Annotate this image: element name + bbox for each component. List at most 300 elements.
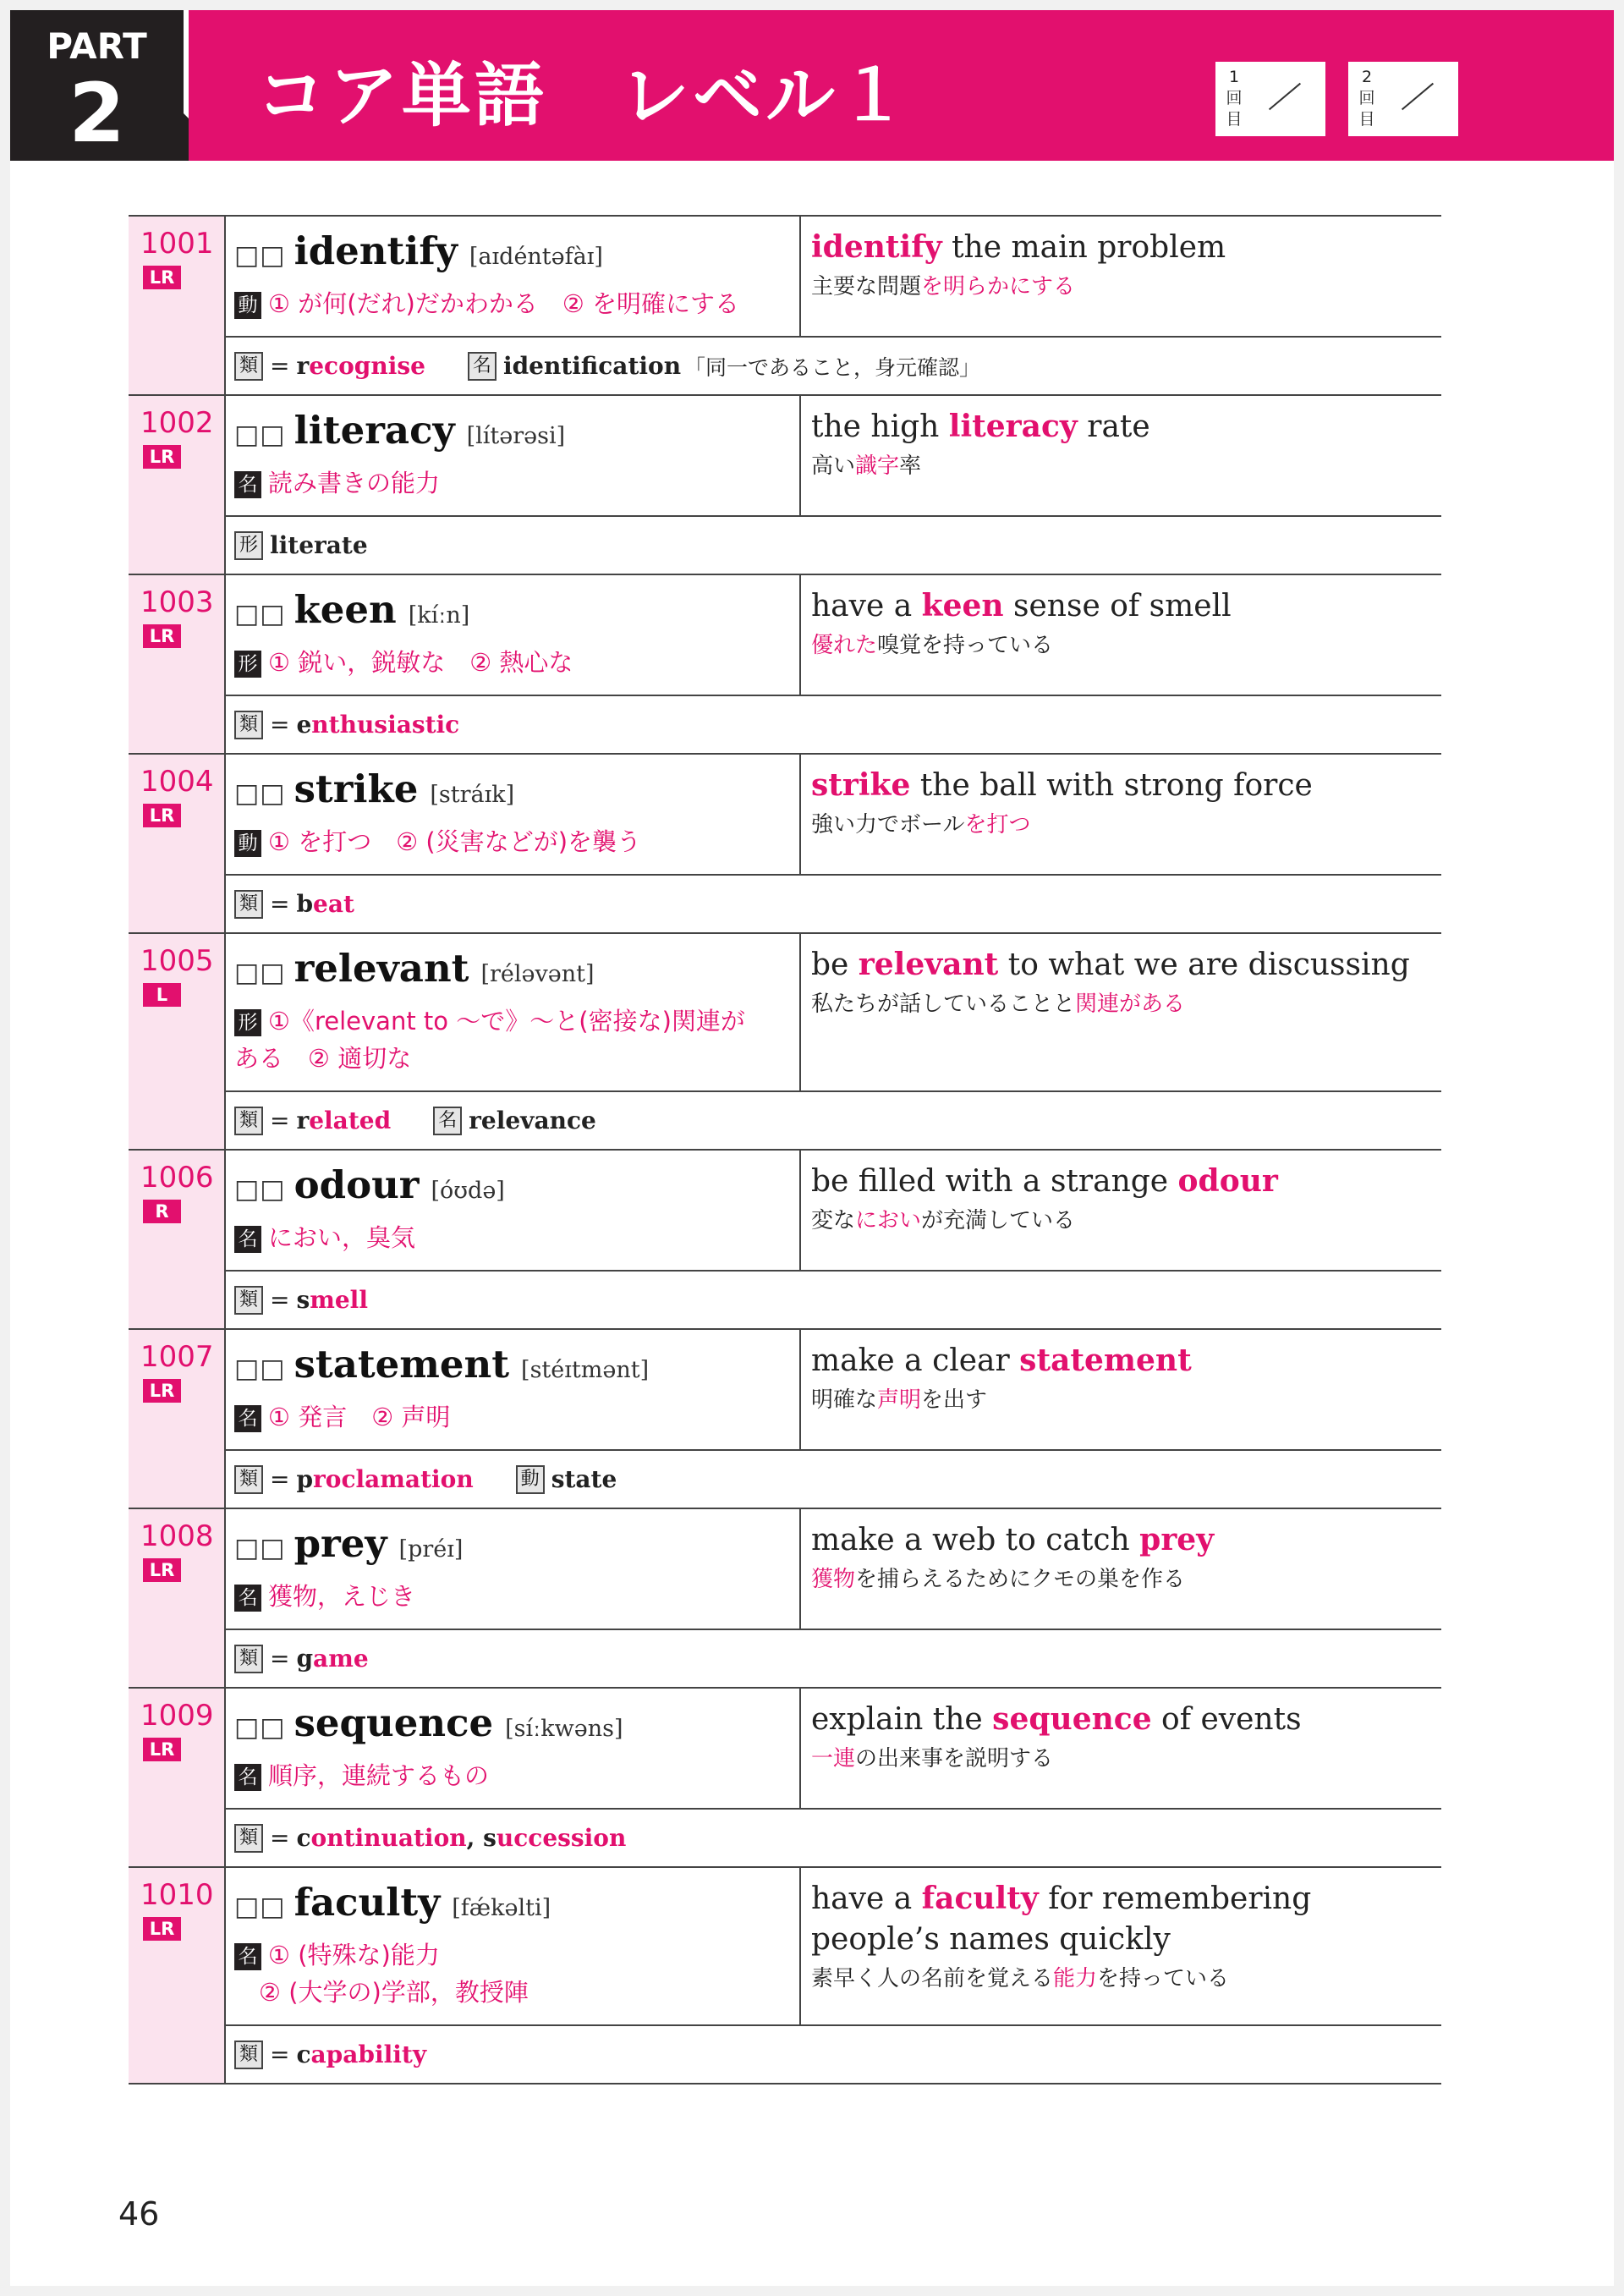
plain-text: 強い力でボール [811, 812, 965, 838]
word-entry [129, 215, 1441, 394]
equals-sign: = [270, 1645, 290, 1673]
related-words-row [226, 1451, 1441, 1508]
related-tag: 動 [516, 1465, 545, 1494]
pronunciation: [aɪdéntəfàɪ] [469, 244, 603, 270]
highlight-text: におい [855, 1208, 922, 1233]
plain-text: c [296, 1824, 311, 1852]
related-tag: 類 [234, 1645, 263, 1673]
highlight-text: 能力 [1053, 1966, 1098, 1991]
check-box-1[interactable] [1215, 62, 1325, 136]
related-word-text [296, 1107, 391, 1134]
pronunciation: [óʊdə] [431, 1178, 505, 1204]
related-word [234, 352, 425, 381]
example-cell [801, 755, 1441, 874]
related-tag: 類 [234, 890, 263, 919]
example-cell [801, 396, 1441, 515]
headword: sequence [294, 1700, 494, 1745]
section-badge: L [143, 983, 181, 1007]
headword: identify [294, 228, 458, 273]
entry-number-column [129, 1509, 226, 1687]
related-words-row [226, 1630, 1441, 1687]
section-badge: LR [143, 1379, 181, 1403]
meaning-text: ① (特殊な)能力 [268, 1941, 440, 1969]
word-list [129, 215, 1441, 2085]
equals-sign: = [270, 890, 290, 918]
section-badge: LR [143, 445, 181, 469]
entry-number-column [129, 1689, 226, 1866]
related-word-text [296, 890, 354, 918]
headword-cell [226, 1868, 801, 2024]
check-boxes[interactable]: □□ [234, 1892, 286, 1922]
entry-main-row [226, 1151, 1441, 1272]
related-words-row [226, 1272, 1441, 1328]
related-word [516, 1465, 617, 1494]
plain-text: 嗅覚を持っている [877, 633, 1054, 658]
headword: prey [294, 1521, 387, 1566]
headword: odour [294, 1162, 420, 1207]
check-boxes[interactable]: □□ [234, 599, 286, 629]
plain-text: relevance [469, 1107, 596, 1134]
entry-number: 1002 [140, 406, 214, 440]
example-japanese [811, 1563, 1441, 1596]
related-word [234, 1107, 391, 1135]
example-english [811, 1699, 1441, 1740]
meaning-text: ① が何(だれ)だかわかる ② を明確にする [268, 289, 740, 318]
plain-text: the high [811, 409, 949, 444]
part-of-speech-tag: 形 [234, 651, 261, 678]
related-word-text [296, 1645, 368, 1673]
plain-text: state [551, 1465, 617, 1493]
example-english [811, 765, 1441, 806]
plain-text: for remembering people’s names quickly [811, 1881, 1312, 1957]
plain-text: s [296, 1286, 310, 1314]
example-english [811, 1340, 1441, 1381]
example-english [811, 1161, 1441, 1202]
headword: faculty [294, 1880, 441, 1925]
entry-main-row [226, 1689, 1441, 1810]
check-boxes[interactable]: □□ [234, 1712, 286, 1743]
highlight-text: を打つ [964, 812, 1031, 838]
headword-line [234, 587, 799, 632]
headword-cell [226, 1151, 801, 1270]
section-badge: LR [143, 804, 181, 827]
entry-number-column [129, 1868, 226, 2083]
entry-main-row [226, 217, 1441, 338]
plain-text: の出来事を説明する [855, 1746, 1054, 1771]
word-entry [129, 394, 1441, 574]
page-header [10, 10, 1614, 161]
check-box-1-line: 回 [1226, 89, 1243, 107]
part-number: 2 [69, 66, 125, 161]
pronunciation: [réləvənt] [480, 961, 595, 987]
related-words-row [226, 876, 1441, 932]
entry-main-row [226, 755, 1441, 876]
plain-text: 明確な [811, 1387, 878, 1413]
meaning-text: 読み書きの能力 [268, 469, 441, 497]
highlight-text: elated [309, 1107, 392, 1134]
word-entry [129, 1687, 1441, 1866]
plain-text: b [296, 890, 314, 918]
pronunciation: [stráɪk] [430, 782, 515, 808]
section-badge: LR [143, 624, 181, 648]
section-badge: LR [143, 1917, 181, 1941]
pronunciation: [fǽkəlti] [452, 1895, 551, 1921]
related-words-row [226, 1092, 1441, 1149]
plain-text: 高い [811, 453, 856, 479]
highlight-text: ontinuation [310, 1824, 467, 1852]
page-number: 46 [118, 2195, 160, 2233]
plain-text: 主要な問題 [811, 274, 922, 299]
example-japanese [811, 1962, 1441, 1996]
related-word [234, 531, 368, 560]
example-japanese [811, 1742, 1441, 1776]
meaning [234, 1578, 799, 1615]
plain-text: c [296, 2041, 311, 2068]
part-of-speech-tag: 名 [234, 1226, 261, 1253]
plain-text: 率 [899, 453, 922, 479]
highlight-text: 関連がある [1075, 991, 1186, 1017]
example-cell [801, 575, 1441, 695]
example-english [811, 944, 1441, 986]
headword-line [234, 946, 799, 991]
section-badge: LR [143, 1738, 181, 1761]
headword-line [234, 1521, 799, 1566]
headword-cell [226, 575, 801, 695]
plain-text: を出す [921, 1387, 988, 1413]
related-word [234, 1286, 368, 1315]
example-japanese [811, 987, 1441, 1021]
plain-text: p [296, 1465, 314, 1493]
headword-cell [226, 1509, 801, 1629]
entry-number-column [129, 575, 226, 753]
meaning-text: 獲物，えじき [268, 1582, 416, 1611]
related-tag: 類 [234, 1465, 263, 1494]
meaning-text: ある ② 適切な [234, 1044, 412, 1073]
plain-text: have a [811, 1881, 922, 1916]
plain-text: 私たちが話していることと [811, 991, 1076, 1017]
check-box-2-line: 目 [1358, 110, 1375, 129]
page-title: コア単語 レベル１ [256, 56, 912, 136]
highlight-text: relevant [858, 947, 999, 982]
entry-number: 1009 [140, 1699, 214, 1733]
pronunciation: [kíːn] [408, 602, 470, 629]
example-japanese [811, 270, 1441, 304]
related-words-row [226, 2026, 1441, 2083]
meaning [234, 1757, 799, 1794]
related-tag: 類 [234, 1824, 263, 1853]
check-boxes[interactable]: □□ [234, 1354, 286, 1384]
related-word-text [296, 2041, 426, 2068]
example-cell [801, 1689, 1441, 1808]
related-word-text [469, 1107, 596, 1134]
related-tag: 類 [234, 1107, 263, 1135]
highlight-text: を明らかにする [921, 274, 1076, 299]
check-box-2[interactable] [1348, 62, 1458, 136]
related-words-row [226, 1810, 1441, 1866]
entry-number-column [129, 217, 226, 394]
related-word-text [296, 352, 425, 380]
entry-main-row [226, 1868, 1441, 2026]
meaning [234, 1936, 799, 2011]
plain-text: が充満している [921, 1208, 1076, 1233]
related-word-text [296, 1286, 367, 1314]
part-of-speech-tag: 名 [234, 1585, 261, 1612]
highlight-text: mell [310, 1286, 368, 1314]
plain-text: を捕らえるためにクモの巣を作る [855, 1567, 1186, 1592]
related-word-text [296, 1824, 626, 1852]
part-of-speech-tag: 形 [234, 1009, 261, 1036]
plain-text: explain the [811, 1702, 993, 1737]
plain-text: be filled with a strange [811, 1164, 1178, 1199]
entry-number-column [129, 755, 226, 932]
related-word [234, 890, 354, 919]
example-english [811, 1519, 1441, 1561]
entry-main-row [226, 1509, 1441, 1630]
pronunciation: [síːkwəns] [505, 1716, 623, 1742]
plain-text: を持っている [1097, 1966, 1230, 1991]
headword-line [234, 1700, 799, 1745]
plain-text: make a clear [811, 1343, 1020, 1378]
related-words-row [226, 696, 1441, 753]
highlight-text: eat [313, 890, 354, 918]
entry-number: 1008 [140, 1519, 214, 1553]
headword-cell [226, 217, 801, 336]
section-badge: LR [143, 266, 181, 289]
highlight-text: roclamation [313, 1465, 474, 1493]
related-tag: 類 [234, 1286, 263, 1315]
headword-cell [226, 1689, 801, 1808]
word-entry [129, 1508, 1441, 1687]
check-boxes[interactable]: □□ [234, 778, 286, 809]
example-cell [801, 1151, 1441, 1270]
part-of-speech-tag: 名 [234, 1405, 261, 1432]
highlight-text: uccession [496, 1824, 627, 1852]
related-tag: 形 [234, 531, 263, 560]
headword: keen [294, 587, 397, 632]
part-of-speech-tag: 動 [234, 292, 261, 319]
headword-line [234, 1880, 799, 1925]
plain-text: make a web to catch [811, 1523, 1140, 1557]
headword-line [234, 228, 799, 273]
meaning-text: ① 発言 ② 声明 [268, 1403, 451, 1431]
meaning [234, 823, 799, 860]
plain-text: 変な [811, 1208, 856, 1233]
related-word-text [551, 1465, 617, 1493]
highlight-text: prey [1139, 1522, 1215, 1557]
highlight-text: statement [1019, 1343, 1192, 1378]
related-word [234, 2041, 426, 2069]
entry-main-row [226, 396, 1441, 517]
related-tag: 名 [468, 352, 497, 381]
word-entry [129, 1149, 1441, 1328]
plain-text: of events [1151, 1702, 1302, 1737]
related-tag: 名 [433, 1107, 462, 1135]
related-word-text [296, 1465, 473, 1493]
plain-text: have a [811, 589, 922, 623]
equals-sign: = [270, 1824, 290, 1852]
plain-text: be [811, 948, 859, 982]
pronunciation: [lítərəsi] [466, 423, 566, 449]
section-badge: LR [143, 1558, 181, 1582]
equals-sign: = [270, 1286, 290, 1314]
plain-text: r [296, 1107, 310, 1134]
related-tag: 類 [234, 352, 263, 381]
highlight-text: 優れた [811, 633, 878, 658]
equals-sign: = [270, 1107, 290, 1134]
equals-sign: = [270, 2041, 290, 2068]
equals-sign: = [270, 1465, 290, 1493]
entry-main-row [226, 1330, 1441, 1451]
entry-number-column [129, 934, 226, 1149]
headword-cell [226, 1330, 801, 1449]
plain-text: r [296, 352, 310, 380]
meaning-text: 順序，連続するもの [268, 1761, 490, 1790]
example-cell [801, 1330, 1441, 1449]
plain-text: , s [466, 1824, 497, 1852]
meaning [234, 1002, 799, 1077]
entry-number: 1010 [140, 1878, 214, 1912]
part-label: PART [47, 25, 147, 67]
meaning [234, 1398, 799, 1436]
part-of-speech-tag: 名 [234, 471, 261, 498]
entry-number-column [129, 1330, 226, 1508]
plain-text: the main problem [941, 230, 1226, 265]
equals-sign: = [270, 352, 290, 380]
entry-number: 1007 [140, 1340, 214, 1374]
related-word [234, 1645, 369, 1673]
highlight-text: identify [811, 229, 942, 265]
meaning [234, 464, 799, 502]
related-word-text [270, 531, 368, 559]
example-japanese [811, 449, 1441, 483]
headword-cell [226, 934, 801, 1090]
example-cell [801, 1509, 1441, 1629]
part-of-speech-tag: 名 [234, 1764, 261, 1791]
headword-cell [226, 396, 801, 515]
example-japanese [811, 629, 1441, 662]
entry-main-row [226, 575, 1441, 696]
headword-line [234, 1162, 799, 1207]
plain-text: sense of smell [1003, 589, 1232, 623]
plain-text: identification [502, 352, 682, 380]
example-cell [801, 217, 1441, 336]
word-entry [129, 1328, 1441, 1508]
plain-text: to what we are discussing [998, 948, 1410, 982]
example-cell [801, 934, 1441, 1090]
highlight-text: ecognise [309, 352, 425, 380]
highlight-text: keen [921, 588, 1004, 623]
entry-number: 1005 [140, 944, 214, 978]
highlight-text: 一連 [811, 1746, 856, 1771]
related-word-text [296, 711, 459, 739]
pronunciation: [préɪ] [398, 1536, 464, 1563]
check-boxes[interactable]: □□ [234, 420, 286, 450]
related-word [468, 351, 980, 382]
meaning-text: におい，臭気 [268, 1223, 416, 1252]
pronunciation: [stéɪtmənt] [521, 1357, 650, 1383]
plain-text: g [296, 1645, 314, 1673]
check-slash [1402, 83, 1434, 110]
title-bar [189, 10, 1614, 161]
entry-number-column [129, 1151, 226, 1328]
related-word [234, 711, 459, 739]
equals-sign: = [270, 711, 290, 739]
entry-number: 1006 [140, 1161, 214, 1195]
entry-number: 1001 [140, 227, 214, 261]
check-box-1-line: 1 [1228, 68, 1240, 86]
entry-main-row [226, 934, 1441, 1092]
plain-text: the ball with strong force [910, 768, 1313, 803]
highlight-text: odour [1177, 1163, 1278, 1199]
part-of-speech-tag: 名 [234, 1943, 261, 1970]
headword: relevant [294, 946, 469, 991]
example-japanese [811, 1383, 1441, 1417]
example-japanese [811, 1204, 1441, 1238]
check-box-2-line: 2 [1361, 68, 1373, 86]
headword-line [234, 766, 799, 811]
related-word [234, 1824, 626, 1853]
part-box [10, 10, 184, 161]
check-boxes[interactable]: □□ [234, 1533, 286, 1563]
highlight-text: strike [811, 767, 911, 803]
part-of-speech-tag: 動 [234, 830, 261, 857]
related-words-row [226, 517, 1441, 574]
related-word [234, 1465, 474, 1494]
check-boxes[interactable]: □□ [234, 1174, 286, 1205]
entry-number-column [129, 396, 226, 574]
meaning [234, 1219, 799, 1256]
meaning-text: ①《relevant to 〜で》〜と(密接な)関連が [268, 1007, 745, 1035]
entry-number: 1004 [140, 765, 214, 799]
related-tag: 類 [234, 2041, 263, 2069]
related-tag: 類 [234, 711, 263, 739]
highlight-text: 獲物 [811, 1567, 856, 1592]
highlight-text: ame [313, 1645, 369, 1673]
highlight-text: sequence [992, 1701, 1152, 1737]
highlight-text: 識字 [855, 453, 900, 479]
example-english [811, 227, 1441, 268]
headword: statement [294, 1342, 510, 1387]
meaning-text: ② (大学の)学部，教授陣 [234, 1978, 529, 2007]
example-japanese [811, 808, 1441, 842]
related-gloss: 「同一であること，身元確認」 [684, 354, 981, 380]
meaning-text: ① 鋭い，鋭敏な ② 熱心な [268, 648, 573, 677]
highlight-text: nthusiastic [311, 711, 460, 739]
related-word [433, 1107, 596, 1135]
example-english [811, 1878, 1441, 1960]
highlight-text: apability [310, 2041, 427, 2068]
headword-cell [226, 755, 801, 874]
highlight-text: faculty [921, 1881, 1039, 1916]
example-cell [801, 1868, 1441, 2024]
meaning [234, 285, 799, 322]
check-boxes[interactable]: □□ [234, 240, 286, 271]
plain-text: 素早く人の名前を覚える [811, 1966, 1054, 1991]
plain-text: e [296, 711, 312, 739]
headword: strike [294, 766, 419, 811]
example-english [811, 406, 1441, 448]
meaning-text: ① を打つ ② (災害などが)を襲う [268, 827, 642, 856]
related-word-text [503, 352, 681, 380]
headword-line [234, 1342, 799, 1387]
plain-text: literate [270, 531, 368, 559]
check-boxes[interactable]: □□ [234, 958, 286, 988]
entry-number: 1003 [140, 585, 214, 619]
meaning [234, 644, 799, 681]
highlight-text: literacy [948, 409, 1078, 444]
check-slash [1269, 83, 1301, 110]
example-english [811, 585, 1441, 627]
